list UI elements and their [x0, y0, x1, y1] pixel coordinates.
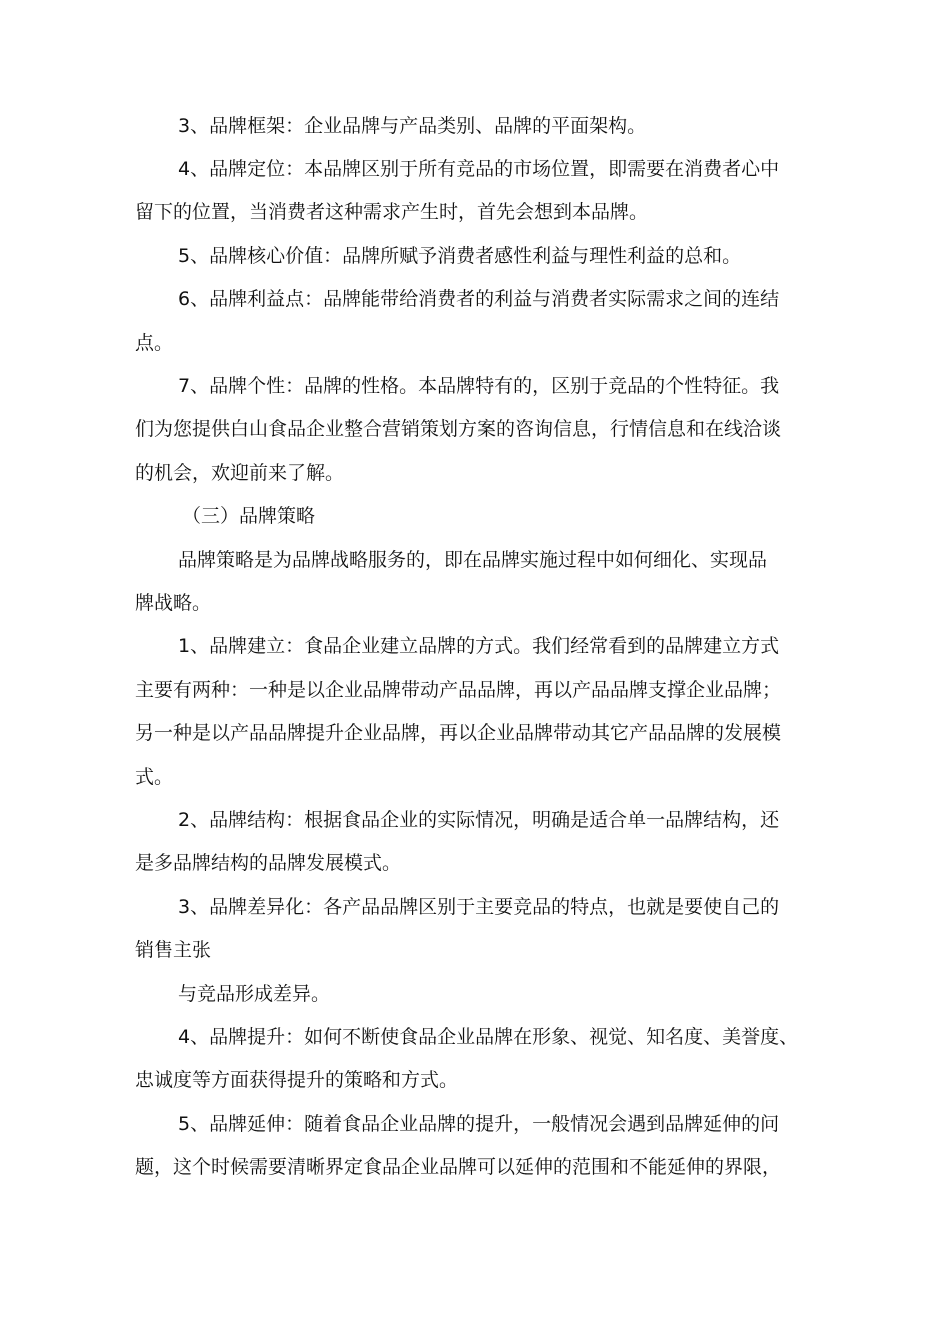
paragraph-line: 另一种是以产品品牌提升企业品牌，再以企业品牌带动其它产品品牌的发展模: [135, 722, 782, 744]
paragraph-line: 5、品牌核心价值：品牌所赋予消费者感性利益与理性利益的总和。: [178, 245, 742, 267]
paragraph-line: 题，这个时候需要清晰界定食品企业品牌可以延伸的范围和不能延伸的界限，: [135, 1156, 782, 1178]
paragraph-line: 牌战略。: [135, 592, 212, 614]
paragraph-line: 3、品牌框架：企业品牌与产品类别、品牌的平面架构。: [178, 115, 647, 137]
paragraph-line: 式。: [135, 766, 174, 788]
section-heading: （三）品牌策略: [182, 505, 316, 527]
paragraph-line: 的机会，欢迎前来了解。: [135, 462, 345, 484]
paragraph-line: 4、品牌提升：如何不断使食品企业品牌在形象、视觉、知名度、美誉度、: [178, 1026, 799, 1048]
paragraph-line: 品牌策略是为品牌战略服务的，即在品牌实施过程中如何细化、实现品: [178, 549, 768, 571]
paragraph-line: 是多品牌结构的品牌发展模式。: [135, 852, 402, 874]
paragraph-line: 主要有两种：一种是以企业品牌带动产品品牌，再以产品品牌支撑企业品牌；: [135, 679, 782, 701]
paragraph-line: 们为您提供白山食品企业整合营销策划方案的咨询信息，行情信息和在线洽谈: [135, 418, 782, 440]
paragraph-line: 忠诚度等方面获得提升的策略和方式。: [135, 1069, 459, 1091]
paragraph-line: 与竞品形成差异。: [178, 983, 331, 1005]
paragraph-line: 7、品牌个性：品牌的性格。本品牌特有的，区别于竞品的个性特征。我: [178, 375, 780, 397]
paragraph-line: 5、品牌延伸：随着食品企业品牌的提升，一般情况会遇到品牌延伸的问: [178, 1113, 780, 1135]
paragraph-line: 1、品牌建立：食品企业建立品牌的方式。我们经常看到的品牌建立方式: [178, 635, 780, 657]
paragraph-line: 3、品牌差异化：各产品品牌区别于主要竞品的特点，也就是要使自己的: [178, 896, 780, 918]
paragraph-line: 销售主张: [135, 939, 212, 961]
paragraph-line: 留下的位置，当消费者这种需求产生时，首先会想到本品牌。: [135, 201, 649, 223]
paragraph-line: 6、品牌利益点：品牌能带给消费者的利益与消费者实际需求之间的连结: [178, 288, 780, 310]
paragraph-line: 点。: [135, 332, 174, 354]
paragraph-line: 4、品牌定位：本品牌区别于所有竞品的市场位置，即需要在消费者心中: [178, 158, 780, 180]
paragraph-line: 2、品牌结构：根据食品企业的实际情况，明确是适合单一品牌结构，还: [178, 809, 780, 831]
